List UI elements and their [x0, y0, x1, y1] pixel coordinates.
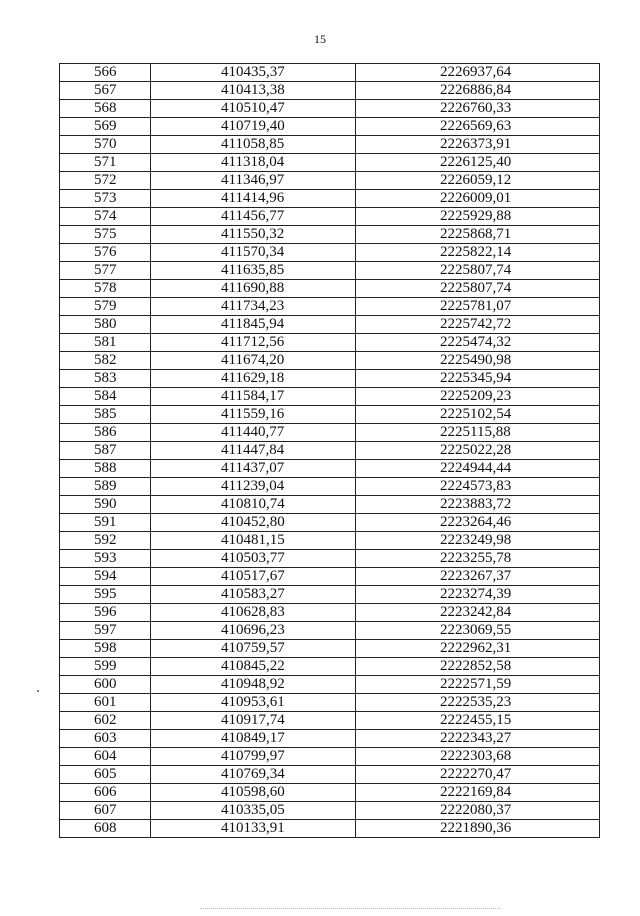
y-coordinate-cell: 2225345,94	[356, 370, 600, 388]
y-coordinate-cell: 2222343,27	[356, 730, 600, 748]
y-coordinate-cell: 2226937,64	[356, 64, 600, 82]
x-coordinate-cell: 411690,88	[151, 280, 356, 298]
x-coordinate-cell: 410845,22	[151, 658, 356, 676]
table-row	[60, 694, 600, 712]
x-coordinate-cell: 411629,18	[151, 370, 356, 388]
x-coordinate-cell: 410917,74	[151, 712, 356, 730]
table-row	[60, 370, 600, 388]
x-coordinate-cell: 410510,47	[151, 100, 356, 118]
y-coordinate-cell: 2224573,83	[356, 478, 600, 496]
y-coordinate-cell: 2226059,12	[356, 172, 600, 190]
y-coordinate-cell: 2226886,84	[356, 82, 600, 100]
y-coordinate-cell: 2226569,63	[356, 118, 600, 136]
x-coordinate-cell: 410948,92	[151, 676, 356, 694]
table-row	[60, 172, 600, 190]
table-row	[60, 640, 600, 658]
point-number-cell: 570	[60, 136, 151, 154]
point-number-cell: 589	[60, 478, 151, 496]
x-coordinate-cell: 411570,34	[151, 244, 356, 262]
table-row	[60, 388, 600, 406]
point-number-cell: 580	[60, 316, 151, 334]
point-number-cell: 574	[60, 208, 151, 226]
y-coordinate-cell: 2224944,44	[356, 460, 600, 478]
point-number-cell: 590	[60, 496, 151, 514]
y-coordinate-cell: 2225474,32	[356, 334, 600, 352]
point-number-cell: 582	[60, 352, 151, 370]
point-number-cell: 605	[60, 766, 151, 784]
point-number-cell: 569	[60, 118, 151, 136]
y-coordinate-cell: 2225022,28	[356, 442, 600, 460]
coordinates-table	[59, 63, 600, 838]
table-row	[60, 604, 600, 622]
point-number-cell: 595	[60, 586, 151, 604]
y-coordinate-cell: 2222303,68	[356, 748, 600, 766]
x-coordinate-cell: 411447,84	[151, 442, 356, 460]
table-row	[60, 532, 600, 550]
y-coordinate-cell: 2221890,36	[356, 820, 600, 838]
y-coordinate-cell: 2226009,01	[356, 190, 600, 208]
table-row	[60, 496, 600, 514]
table-row	[60, 208, 600, 226]
x-coordinate-cell: 411674,20	[151, 352, 356, 370]
point-number-cell: 571	[60, 154, 151, 172]
scan-speck	[37, 690, 39, 692]
y-coordinate-cell: 2222962,31	[356, 640, 600, 658]
y-coordinate-cell: 2222169,84	[356, 784, 600, 802]
x-coordinate-cell: 411712,56	[151, 334, 356, 352]
y-coordinate-cell: 2223255,78	[356, 550, 600, 568]
point-number-cell: 573	[60, 190, 151, 208]
y-coordinate-cell: 2225781,07	[356, 298, 600, 316]
x-coordinate-cell: 410849,17	[151, 730, 356, 748]
table-row	[60, 154, 600, 172]
point-number-cell: 600	[60, 676, 151, 694]
y-coordinate-cell: 2225490,98	[356, 352, 600, 370]
x-coordinate-cell: 410517,67	[151, 568, 356, 586]
y-coordinate-cell: 2226760,33	[356, 100, 600, 118]
y-coordinate-cell: 2222270,47	[356, 766, 600, 784]
point-number-cell: 603	[60, 730, 151, 748]
point-number-cell: 584	[60, 388, 151, 406]
x-coordinate-cell: 410413,38	[151, 82, 356, 100]
table-row	[60, 406, 600, 424]
x-coordinate-cell: 411318,04	[151, 154, 356, 172]
x-coordinate-cell: 410481,15	[151, 532, 356, 550]
table-row	[60, 676, 600, 694]
table-row	[60, 100, 600, 118]
x-coordinate-cell: 410769,34	[151, 766, 356, 784]
y-coordinate-cell: 2225102,54	[356, 406, 600, 424]
y-coordinate-cell: 2226373,91	[356, 136, 600, 154]
point-number-cell: 583	[60, 370, 151, 388]
point-number-cell: 593	[60, 550, 151, 568]
x-coordinate-cell: 410435,37	[151, 64, 356, 82]
table-row	[60, 658, 600, 676]
table-row	[60, 190, 600, 208]
table-row	[60, 820, 600, 838]
x-coordinate-cell: 410133,91	[151, 820, 356, 838]
table-row	[60, 730, 600, 748]
x-coordinate-cell: 410696,23	[151, 622, 356, 640]
x-coordinate-cell: 411550,32	[151, 226, 356, 244]
point-number-cell: 576	[60, 244, 151, 262]
point-number-cell: 596	[60, 604, 151, 622]
x-coordinate-cell: 410452,80	[151, 514, 356, 532]
x-coordinate-cell: 410598,60	[151, 784, 356, 802]
x-coordinate-cell: 410503,77	[151, 550, 356, 568]
point-number-cell: 586	[60, 424, 151, 442]
x-coordinate-cell: 411845,94	[151, 316, 356, 334]
y-coordinate-cell: 2225115,88	[356, 424, 600, 442]
table-row	[60, 298, 600, 316]
x-coordinate-cell: 410953,61	[151, 694, 356, 712]
x-coordinate-cell: 411058,85	[151, 136, 356, 154]
point-number-cell: 608	[60, 820, 151, 838]
point-number-cell: 598	[60, 640, 151, 658]
x-coordinate-cell: 410799,97	[151, 748, 356, 766]
table-row	[60, 118, 600, 136]
x-coordinate-cell: 410759,57	[151, 640, 356, 658]
table-row	[60, 568, 600, 586]
page-number: 15	[314, 32, 326, 46]
y-coordinate-cell: 2225742,72	[356, 316, 600, 334]
x-coordinate-cell: 411414,96	[151, 190, 356, 208]
table-row	[60, 334, 600, 352]
x-coordinate-cell: 410719,40	[151, 118, 356, 136]
point-number-cell: 578	[60, 280, 151, 298]
y-coordinate-cell: 2222080,37	[356, 802, 600, 820]
table-row	[60, 226, 600, 244]
point-number-cell: 568	[60, 100, 151, 118]
y-coordinate-cell: 2223267,37	[356, 568, 600, 586]
table-row	[60, 424, 600, 442]
point-number-cell: 588	[60, 460, 151, 478]
y-coordinate-cell: 2222571,59	[356, 676, 600, 694]
x-coordinate-cell: 411440,77	[151, 424, 356, 442]
y-coordinate-cell: 2225822,14	[356, 244, 600, 262]
table-row	[60, 478, 600, 496]
y-coordinate-cell: 2225807,74	[356, 280, 600, 298]
table-row	[60, 244, 600, 262]
y-coordinate-cell: 2222852,58	[356, 658, 600, 676]
y-coordinate-cell: 2223069,55	[356, 622, 600, 640]
table-row	[60, 460, 600, 478]
x-coordinate-cell: 411437,07	[151, 460, 356, 478]
x-coordinate-cell: 410583,27	[151, 586, 356, 604]
table-row	[60, 352, 600, 370]
x-coordinate-cell: 411734,23	[151, 298, 356, 316]
point-number-cell: 602	[60, 712, 151, 730]
table-row	[60, 316, 600, 334]
table-row	[60, 64, 600, 82]
point-number-cell: 594	[60, 568, 151, 586]
point-number-cell: 587	[60, 442, 151, 460]
table-row	[60, 442, 600, 460]
x-coordinate-cell: 411456,77	[151, 208, 356, 226]
x-coordinate-cell: 411239,04	[151, 478, 356, 496]
table-row	[60, 622, 600, 640]
y-coordinate-cell: 2223242,84	[356, 604, 600, 622]
x-coordinate-cell: 411584,17	[151, 388, 356, 406]
y-coordinate-cell: 2225209,23	[356, 388, 600, 406]
point-number-cell: 601	[60, 694, 151, 712]
x-coordinate-cell: 411635,85	[151, 262, 356, 280]
y-coordinate-cell: 2223249,98	[356, 532, 600, 550]
table-row	[60, 550, 600, 568]
point-number-cell: 592	[60, 532, 151, 550]
table-row	[60, 262, 600, 280]
y-coordinate-cell: 2222535,23	[356, 694, 600, 712]
scan-edge-line	[200, 908, 500, 910]
table-row	[60, 784, 600, 802]
table-row	[60, 766, 600, 784]
table-row	[60, 802, 600, 820]
point-number-cell: 581	[60, 334, 151, 352]
table-row	[60, 280, 600, 298]
point-number-cell: 599	[60, 658, 151, 676]
table-row	[60, 136, 600, 154]
y-coordinate-cell: 2223883,72	[356, 496, 600, 514]
point-number-cell: 597	[60, 622, 151, 640]
x-coordinate-cell: 410628,83	[151, 604, 356, 622]
y-coordinate-cell: 2225807,74	[356, 262, 600, 280]
point-number-cell: 607	[60, 802, 151, 820]
x-coordinate-cell: 410335,05	[151, 802, 356, 820]
point-number-cell: 566	[60, 64, 151, 82]
y-coordinate-cell: 2223274,39	[356, 586, 600, 604]
coordinates-table-body	[60, 64, 600, 838]
point-number-cell: 585	[60, 406, 151, 424]
point-number-cell: 567	[60, 82, 151, 100]
point-number-cell: 575	[60, 226, 151, 244]
y-coordinate-cell: 2223264,46	[356, 514, 600, 532]
point-number-cell: 577	[60, 262, 151, 280]
y-coordinate-cell: 2226125,40	[356, 154, 600, 172]
point-number-cell: 579	[60, 298, 151, 316]
table-row	[60, 82, 600, 100]
x-coordinate-cell: 411346,97	[151, 172, 356, 190]
y-coordinate-cell: 2225929,88	[356, 208, 600, 226]
x-coordinate-cell: 411559,16	[151, 406, 356, 424]
y-coordinate-cell: 2225868,71	[356, 226, 600, 244]
table-row	[60, 712, 600, 730]
table-row	[60, 514, 600, 532]
point-number-cell: 591	[60, 514, 151, 532]
y-coordinate-cell: 2222455,15	[356, 712, 600, 730]
table-row	[60, 586, 600, 604]
table-row	[60, 748, 600, 766]
point-number-cell: 604	[60, 748, 151, 766]
point-number-cell: 606	[60, 784, 151, 802]
x-coordinate-cell: 410810,74	[151, 496, 356, 514]
point-number-cell: 572	[60, 172, 151, 190]
